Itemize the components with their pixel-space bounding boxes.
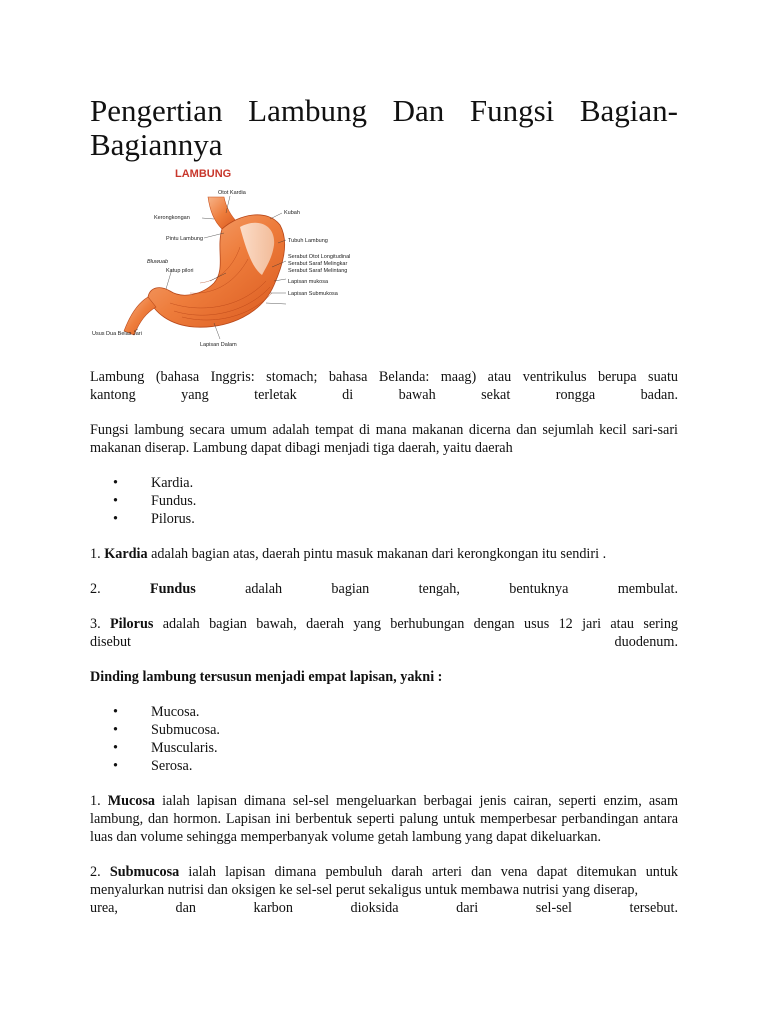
mucosa-paragraph xyxy=(90,792,678,846)
mucosa-term: Mucosa xyxy=(107,793,156,809)
submucosa-desc: ialah lapisan dimana pembuluh darah arteri dan vena dapat ditemukan untuk menyalurkan nutrisi dan oksigen ke sel-sel perut sekaligus untuk membawa nutrisi yang diserap, xyxy=(90,864,679,898)
fungsi-paragraph: Fungsi lambung secara umum adalah tempat di mana makanan dicerna dan sejumlah kecil sari-sari makanan diserap. Lambung dapat dibagi menjadi tiga daerah, yaitu daerah xyxy=(90,422,678,456)
page-title: Pengertian Lambung Dan Fungsi Bagian-Bagiannya xyxy=(90,93,678,162)
submucosa-last-line: urea, dan karbon dioksida dari sel-sel tersebut. xyxy=(90,900,678,916)
label-lapisan-mukosa: Lapisan mukosa xyxy=(288,279,329,285)
list-item: • Mucosa. xyxy=(90,703,678,721)
label-usus-dua-belas-jari: Usus Dua Belas Jari xyxy=(92,331,142,337)
stomach-diagram xyxy=(90,163,351,350)
intro-line-1: Lambung (bahasa Inggris: stomach; bahasa Belanda: maag) atau ventrikulus berupa suatu xyxy=(90,369,678,385)
list-item: • Muscularis. xyxy=(90,739,678,757)
list-item: • Kardia. xyxy=(90,474,678,492)
submucosa-paragraph xyxy=(90,863,678,917)
submucosa-number: 2. xyxy=(90,864,101,880)
dinding-heading: Dinding lambung tersusun menjadi empat lapisan, yakni : xyxy=(90,669,443,685)
figure-title: LAMBUNG xyxy=(175,168,232,180)
label-kerongkongan: Kerongkongan xyxy=(154,215,190,221)
pilorus-desc: adalah bagian bawah, daerah yang berhubungan dengan usus 12 jari atau sering xyxy=(162,616,679,632)
pilorus-line-1 xyxy=(90,615,678,633)
label-lapisan-submukosa: Lapisan Submukosa xyxy=(288,291,338,297)
kardia-desc: adalah bagian atas, daerah pintu masuk makanan dari kerongkongan itu sendiri . xyxy=(151,546,607,562)
pilorus-number: 3. xyxy=(90,616,101,632)
label-pintu-lambung: Pintu Lambung xyxy=(166,236,203,242)
intro-line-2: kantong yang terletak di bawah sekat rongga badan. xyxy=(90,387,678,403)
mucosa-number: 1. xyxy=(90,793,101,809)
list-item: • Pilorus. xyxy=(90,510,678,528)
layer-list xyxy=(90,703,678,775)
list-item: • Fundus. xyxy=(90,492,678,510)
fundus-paragraph xyxy=(90,580,678,598)
label-otot-kardia: Otot Kardia xyxy=(218,190,246,196)
kardia-term: Kardia xyxy=(104,546,148,562)
kardia-number: 1. xyxy=(90,546,101,562)
label-tubuh-lambung: Tubuh Lambung xyxy=(288,238,328,244)
label-serabut-saraf-melintang: Serabut Saraf Melintang xyxy=(288,268,348,274)
fundus-desc: adalah bagian tengah, bentuknya membulat. xyxy=(245,581,679,597)
article-body xyxy=(90,368,678,934)
dinding-heading-paragraph xyxy=(90,668,678,686)
label-serabut-saraf-melingkar: Serabut Saraf Melingkar xyxy=(288,261,348,267)
fundus-term: Fundus xyxy=(149,581,196,597)
pilorus-term: Pilorus xyxy=(110,616,154,632)
list-item: • Submucosa. xyxy=(90,721,678,739)
label-katup-pilori: Katup pilori xyxy=(166,268,194,274)
fundus-number: 2. xyxy=(90,581,101,597)
pilorus-paragraph xyxy=(90,615,678,651)
list-item: • Serosa. xyxy=(90,757,678,775)
pilorus-line-2: disebut duodenum. xyxy=(90,634,678,650)
region-list xyxy=(90,474,678,528)
mucosa-desc: ialah lapisan dimana sel-sel mengeluarkan berbagai jenis cairan, seperti enzim, asam lambung, dan hormon. Lapisan ini berbentuk seperti palung untuk memperbesar perbandingan antara luas dan volume sehingga memperbanyak volume getah lambung yang dapat dikeluarkan. xyxy=(90,793,678,845)
label-lapisan-dalam: Lapisan Dalam xyxy=(200,342,237,348)
kardia-paragraph xyxy=(90,545,678,563)
label-kubah: Kubah xyxy=(284,210,300,216)
intro-paragraph xyxy=(90,368,678,404)
label-serabut-otot: Serabut Otot Longitudinal xyxy=(288,254,351,260)
submucosa-term: Submucosa xyxy=(109,864,180,880)
stomach-illustration xyxy=(90,163,351,350)
label-bluwuab: Bluwuab xyxy=(147,259,169,265)
